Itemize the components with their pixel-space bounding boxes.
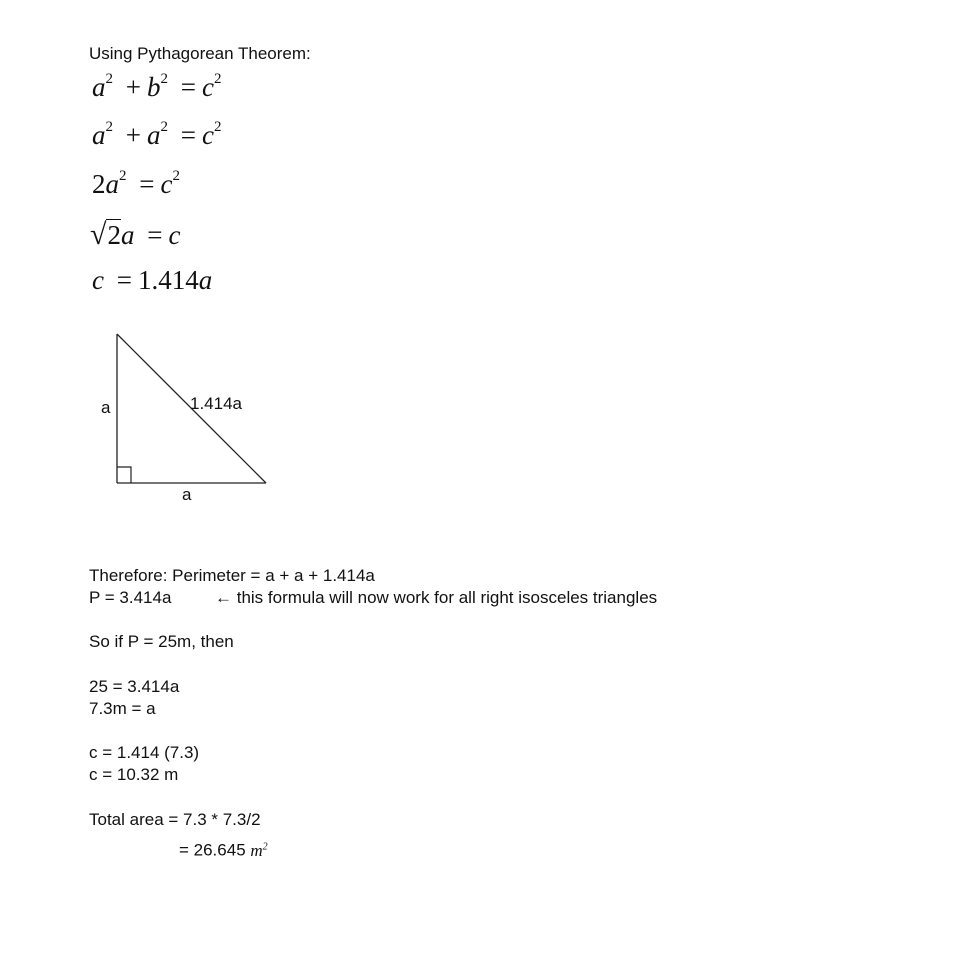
equals-sign: = [116, 265, 132, 295]
var-c: c [168, 220, 181, 250]
area-formula: Total area = 7.3 * 7.3/2 [89, 810, 261, 829]
hypotenuse-step-1: c = 1.414 (7.3) [89, 743, 200, 762]
solve-step-2: 7.3m = a [89, 699, 156, 718]
var-b: b [146, 72, 161, 102]
area-result [179, 836, 268, 862]
var-c: c [201, 72, 214, 102]
solve-step-1: 25 = 3.414a [89, 677, 180, 696]
plus-sign: + [125, 72, 141, 102]
perimeter-formula: P = 3.414a [89, 588, 172, 607]
radical-icon: √ [90, 218, 107, 251]
equals-sign: = [180, 72, 196, 102]
var-c: c [92, 265, 104, 295]
var-a: a [198, 265, 213, 295]
equals-sign: = [139, 169, 155, 199]
power: 2 [213, 71, 222, 87]
power: 2 [119, 168, 127, 184]
coefficient: 2 [92, 169, 106, 199]
power: 2 [160, 71, 168, 87]
left-leg-label: a [101, 398, 111, 417]
power: 2 [160, 119, 168, 135]
hypotenuse-step-2: c = 10.32 m [89, 765, 179, 784]
var-a: a [105, 169, 119, 199]
perimeter-line: Therefore: Perimeter = a + a + 1.414a [89, 566, 375, 585]
power: 2 [213, 119, 222, 135]
unit-m: m [250, 840, 263, 860]
bottom-leg-label: a [182, 485, 192, 504]
equals-sign: = [180, 120, 196, 150]
unit-power: 2 [262, 841, 268, 852]
plus-sign: + [125, 120, 141, 150]
power: 2 [172, 168, 180, 184]
var-c: c [201, 120, 214, 150]
power: 2 [105, 71, 113, 87]
formula-note: ← this formula will now work for all right isosceles triangles [215, 588, 658, 607]
hypotenuse-label: 1.414a [190, 394, 242, 413]
var-a: a [120, 220, 135, 250]
power: 2 [105, 119, 113, 135]
area-unit [250, 841, 267, 860]
area-value: = 26.645 [179, 840, 246, 860]
var-a: a [92, 120, 106, 150]
equals-sign: = [147, 220, 163, 250]
var-c: c [160, 169, 173, 199]
right-angle-marker [117, 467, 131, 483]
coefficient-value: 1.414 [137, 265, 199, 295]
var-a: a [92, 72, 106, 102]
condition-line: So if P = 25m, then [89, 632, 234, 651]
intro-heading: Using Pythagorean Theorem: [89, 44, 311, 63]
radicand: 2 [107, 220, 121, 250]
var-a: a [146, 120, 161, 150]
